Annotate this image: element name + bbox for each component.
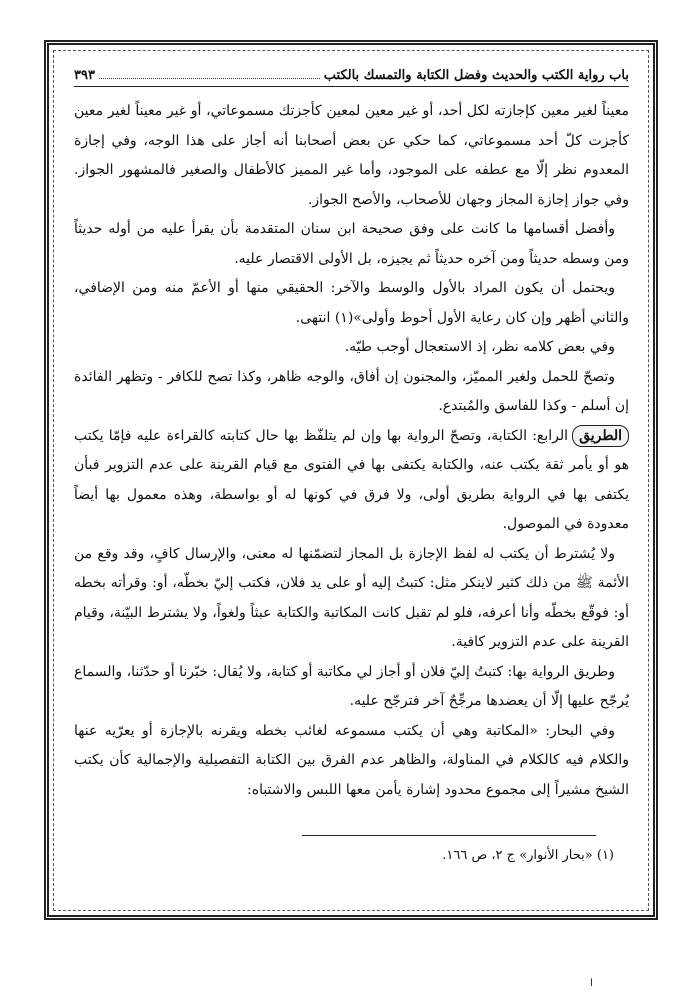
paragraph: ولا يُشترط أن يكتب له لفظ الإجازة بل المجاز لتضمّنها له معنى، والإرسال كافٍ، وقد وقع من الأئمة ﷺ من ذلك كثير لاينكر مثل: كتبتُ إليه أو على يد فلان، فكتب إليّ بخطّه، أو: وقرأته بخطه أو: فوقّع بخطّه وأنا أعرفه، فلو لم تقبل كانت المكاتبة والكتابة عبثاً ولغواً، ولا يشترط البيّنة، وقيام القرينة على عدم التزوير كافية. — [74, 545, 629, 650]
text-body — [74, 97, 629, 805]
section-tag: الطريق — [572, 425, 629, 447]
footnote-divider — [302, 835, 596, 836]
paragraph: وفي بعض كلامه نظر، إذ الاستعجال أوجب طيّه. — [344, 339, 615, 355]
header-page-number: ٣٩٣ — [74, 68, 95, 83]
header-dot-leader — [99, 78, 320, 79]
page-mark: ا — [590, 978, 593, 989]
paragraph-section — [74, 422, 629, 540]
footnote: (١) «بحار الأنوار» ج ٢، ص ١٦٦. — [442, 848, 614, 863]
paragraph: ويحتمل أن يكون المراد بالأول والوسط والآخر: الحقيقي منها أو الأعمّ منه ومن الإضافي، والثاني أظهر وإن كان رعاية الأول أحوط وأولى»(١) انتهى. — [74, 280, 629, 326]
paragraph: وفي البحار: «المكاتبة وهي أن يكتب مسموعه لغائب بخطه ويقرنه بالإجازة أو يعرّيه عنها والكلام فيه كالكلام في المناولة، والظاهر عدم الفرق بين الكتابة التفصيلية والإجمالية كأن يكتب الشيخ مشيراً إلى مجموع محدود إشارة يأمن معها اللبس والاشتباه: — [74, 722, 629, 798]
paragraph: وتصحّ للحمل ولغير المميّز، والمجنون إن أفاق، والوجه ظاهر، وكذا تصح للكافر - وتظهر الفائدة إن أسلم - وكذا للفاسق والمُبتدع. — [74, 368, 629, 414]
header-title: باب رواية الكتب والحديث وفضل الكتابة والتمسك بالكتب — [323, 68, 629, 83]
page-content — [74, 68, 629, 888]
paragraph: معيناً لغير معين كإجازته لكل أحد، أو غير معين لمعين كأجزتك مسموعاتي، أو غير معيناً لغير معين كأجزت كلّ أحد مسموعاتي، كما حكي عن بعض أصحابنا أنه أجاز على هذا الوجه، وفي إجازة المعدوم نظر إلّا مع عطفه على الموجود، وأما غير المميز كالأطفال والصغير فالمشهور الجواز. وفي جواز إجازة المجاز وجهان للأصحاب، والأصح الجواز. — [74, 103, 629, 208]
paragraph: وطريق الرواية بها: كتبتُ إليّ فلان أو أجاز لي مكاتبة أو كتابة، ولا يُقال: خبّرنا أو حدّثنا، والسماع يُرجّح عليها إلّا أن يعضدها مرجِّحٌ آخر فترجّح عليه. — [74, 663, 629, 709]
section-text: الرابع: الكتابة، وتصحّ الرواية بها وإن لم يتلفّظ بها حال كتابته كالقراءة عليه فإمّا يكتب هو أو يأمر ثقة يكتب عنه، والكتابة يكتفى بها في الفتوى مع قيام القرينة على عدم التزوير فبأن يكتفى بها في الرواية بطريق أولى، ولا فرق في كونها له أو بواسطة، وهذه معمول بها أيضاً معدودة في الموصول. — [74, 427, 629, 532]
paragraph: وأفضل أقسامها ما كانت على وفق صحيحة ابن سنان المتقدمة بأن يقرأ عليه من أوله حديثاً ومن وسطه حديثاً ومن آخره حديثاً ثم يجيزه، بل الأولى الاقتصار عليه. — [74, 221, 629, 267]
running-header — [74, 68, 629, 87]
